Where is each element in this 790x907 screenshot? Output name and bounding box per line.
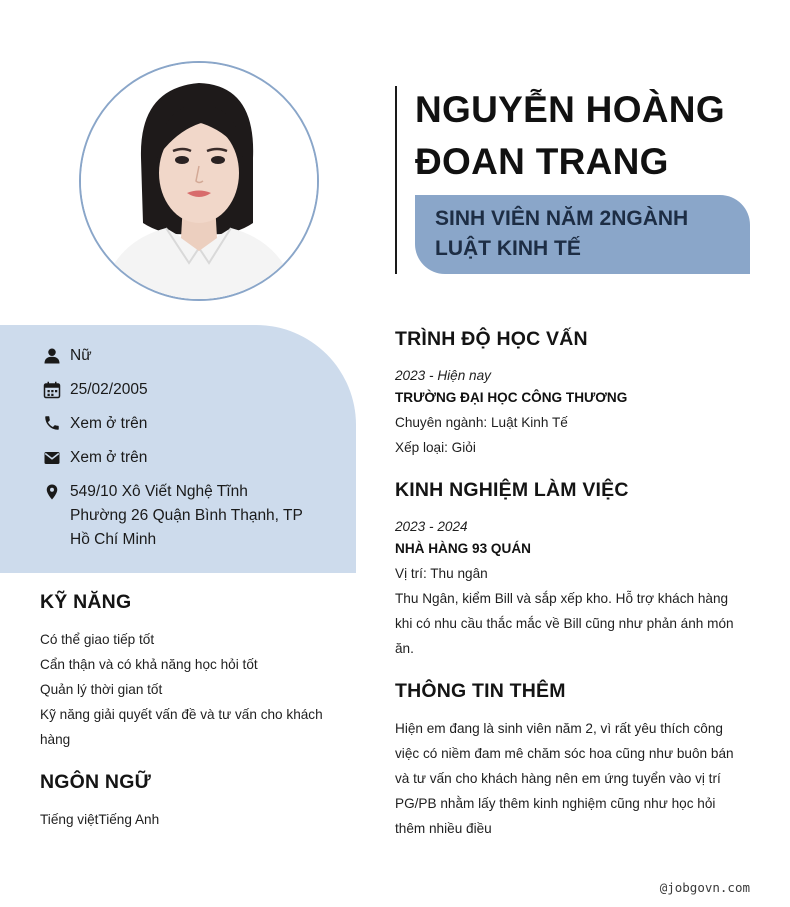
extra-info-text: [395, 716, 750, 841]
birthdate-value: 25/02/2005: [70, 381, 148, 398]
skills-list: [40, 627, 340, 752]
education-heading: TRÌNH ĐỘ HỌC VẤN: [395, 328, 588, 350]
education-period: 2023 - Hiện nay: [395, 368, 491, 383]
extra-info-line: và tư vấn cho khách hàng nên em ứng tuyển vào vị trí: [395, 771, 721, 786]
skill-item: Kỹ năng giải quyết vấn đề và tư vấn cho khách: [40, 707, 323, 722]
education-details: [395, 410, 568, 460]
calendar-icon: [43, 381, 61, 399]
skill-item: Quản lý thời gian tốt: [40, 682, 163, 697]
full-name: [415, 84, 775, 188]
address-line-3: Hồ Chí Minh: [70, 531, 157, 548]
email-value: Xem ở trên: [70, 449, 148, 466]
extra-info-heading: THÔNG TIN THÊM: [395, 680, 566, 702]
extra-info-line: việc có niềm đam mê chăm sóc hoa cũng như buôn bán: [395, 746, 734, 761]
gender-value: Nữ: [70, 347, 92, 364]
phone-value: Xem ở trên: [70, 415, 148, 432]
phone-icon: [43, 414, 61, 432]
role-line-2: LUẬT KINH TẾ: [435, 237, 581, 260]
languages-value: Tiếng việtTiếng Anh: [40, 812, 160, 827]
skill-item: Có thể giao tiếp tốt: [40, 632, 155, 647]
experience-heading: KINH NGHIỆM LÀM VIỆC: [395, 479, 629, 501]
person-icon: [43, 347, 61, 365]
profile-photo: [79, 61, 319, 301]
name-divider: [395, 86, 397, 274]
experience-details: [395, 561, 750, 661]
name-line-2: ĐOAN TRANG: [415, 141, 669, 182]
watermark: @jobgovn.com: [659, 880, 750, 895]
experience-position: Vị trí: Thu ngân: [395, 566, 488, 581]
skills-heading: KỸ NĂNG: [40, 591, 132, 613]
experience-desc: [395, 586, 750, 661]
name-line-1: NGUYỄN HOÀNG: [415, 89, 725, 130]
extra-info-line: thêm nhiều điều: [395, 821, 492, 836]
skill-item: Cẩn thận và có khả năng học hỏi tốt: [40, 657, 258, 672]
experience-desc-line: ăn.: [395, 641, 414, 656]
education-school: TRƯỜNG ĐẠI HỌC CÔNG THƯƠNG: [395, 390, 628, 405]
experience-desc-line: Thu Ngân, kiểm Bill và sắp xếp kho. Hỗ trợ khách hàng: [395, 591, 729, 606]
address-line-2: Phường 26 Quận Bình Thạnh, TP: [70, 507, 303, 524]
location-pin-icon: [43, 483, 61, 501]
mail-icon: [43, 449, 61, 467]
extra-info-line: PG/PB nhằm lấy thêm kinh nghiệm cũng như học hỏi: [395, 796, 716, 811]
education-grade: Xếp loại: Giỏi: [395, 440, 476, 455]
role-line-1: SINH VIÊN NĂM 2NGÀNH: [435, 207, 689, 230]
languages-heading: NGÔN NGỮ: [40, 771, 151, 793]
experience-company: NHÀ HÀNG 93 QUÁN: [395, 541, 531, 556]
experience-period: 2023 - 2024: [395, 519, 468, 534]
portrait-illustration: [81, 63, 317, 299]
address-value: [70, 480, 350, 552]
extra-info-line: Hiện em đang là sinh viên năm 2, vì rất yêu thích công: [395, 721, 723, 736]
skill-item: hàng: [40, 732, 71, 747]
address-line-1: 549/10 Xô Viết Nghệ Tĩnh: [70, 483, 248, 500]
role-title: [435, 204, 735, 264]
education-major: Chuyên ngành: Luật Kinh Tế: [395, 415, 568, 430]
experience-desc-line: khi có nhu cầu thắc mắc về Bill cũng như phản ánh món: [395, 616, 734, 631]
